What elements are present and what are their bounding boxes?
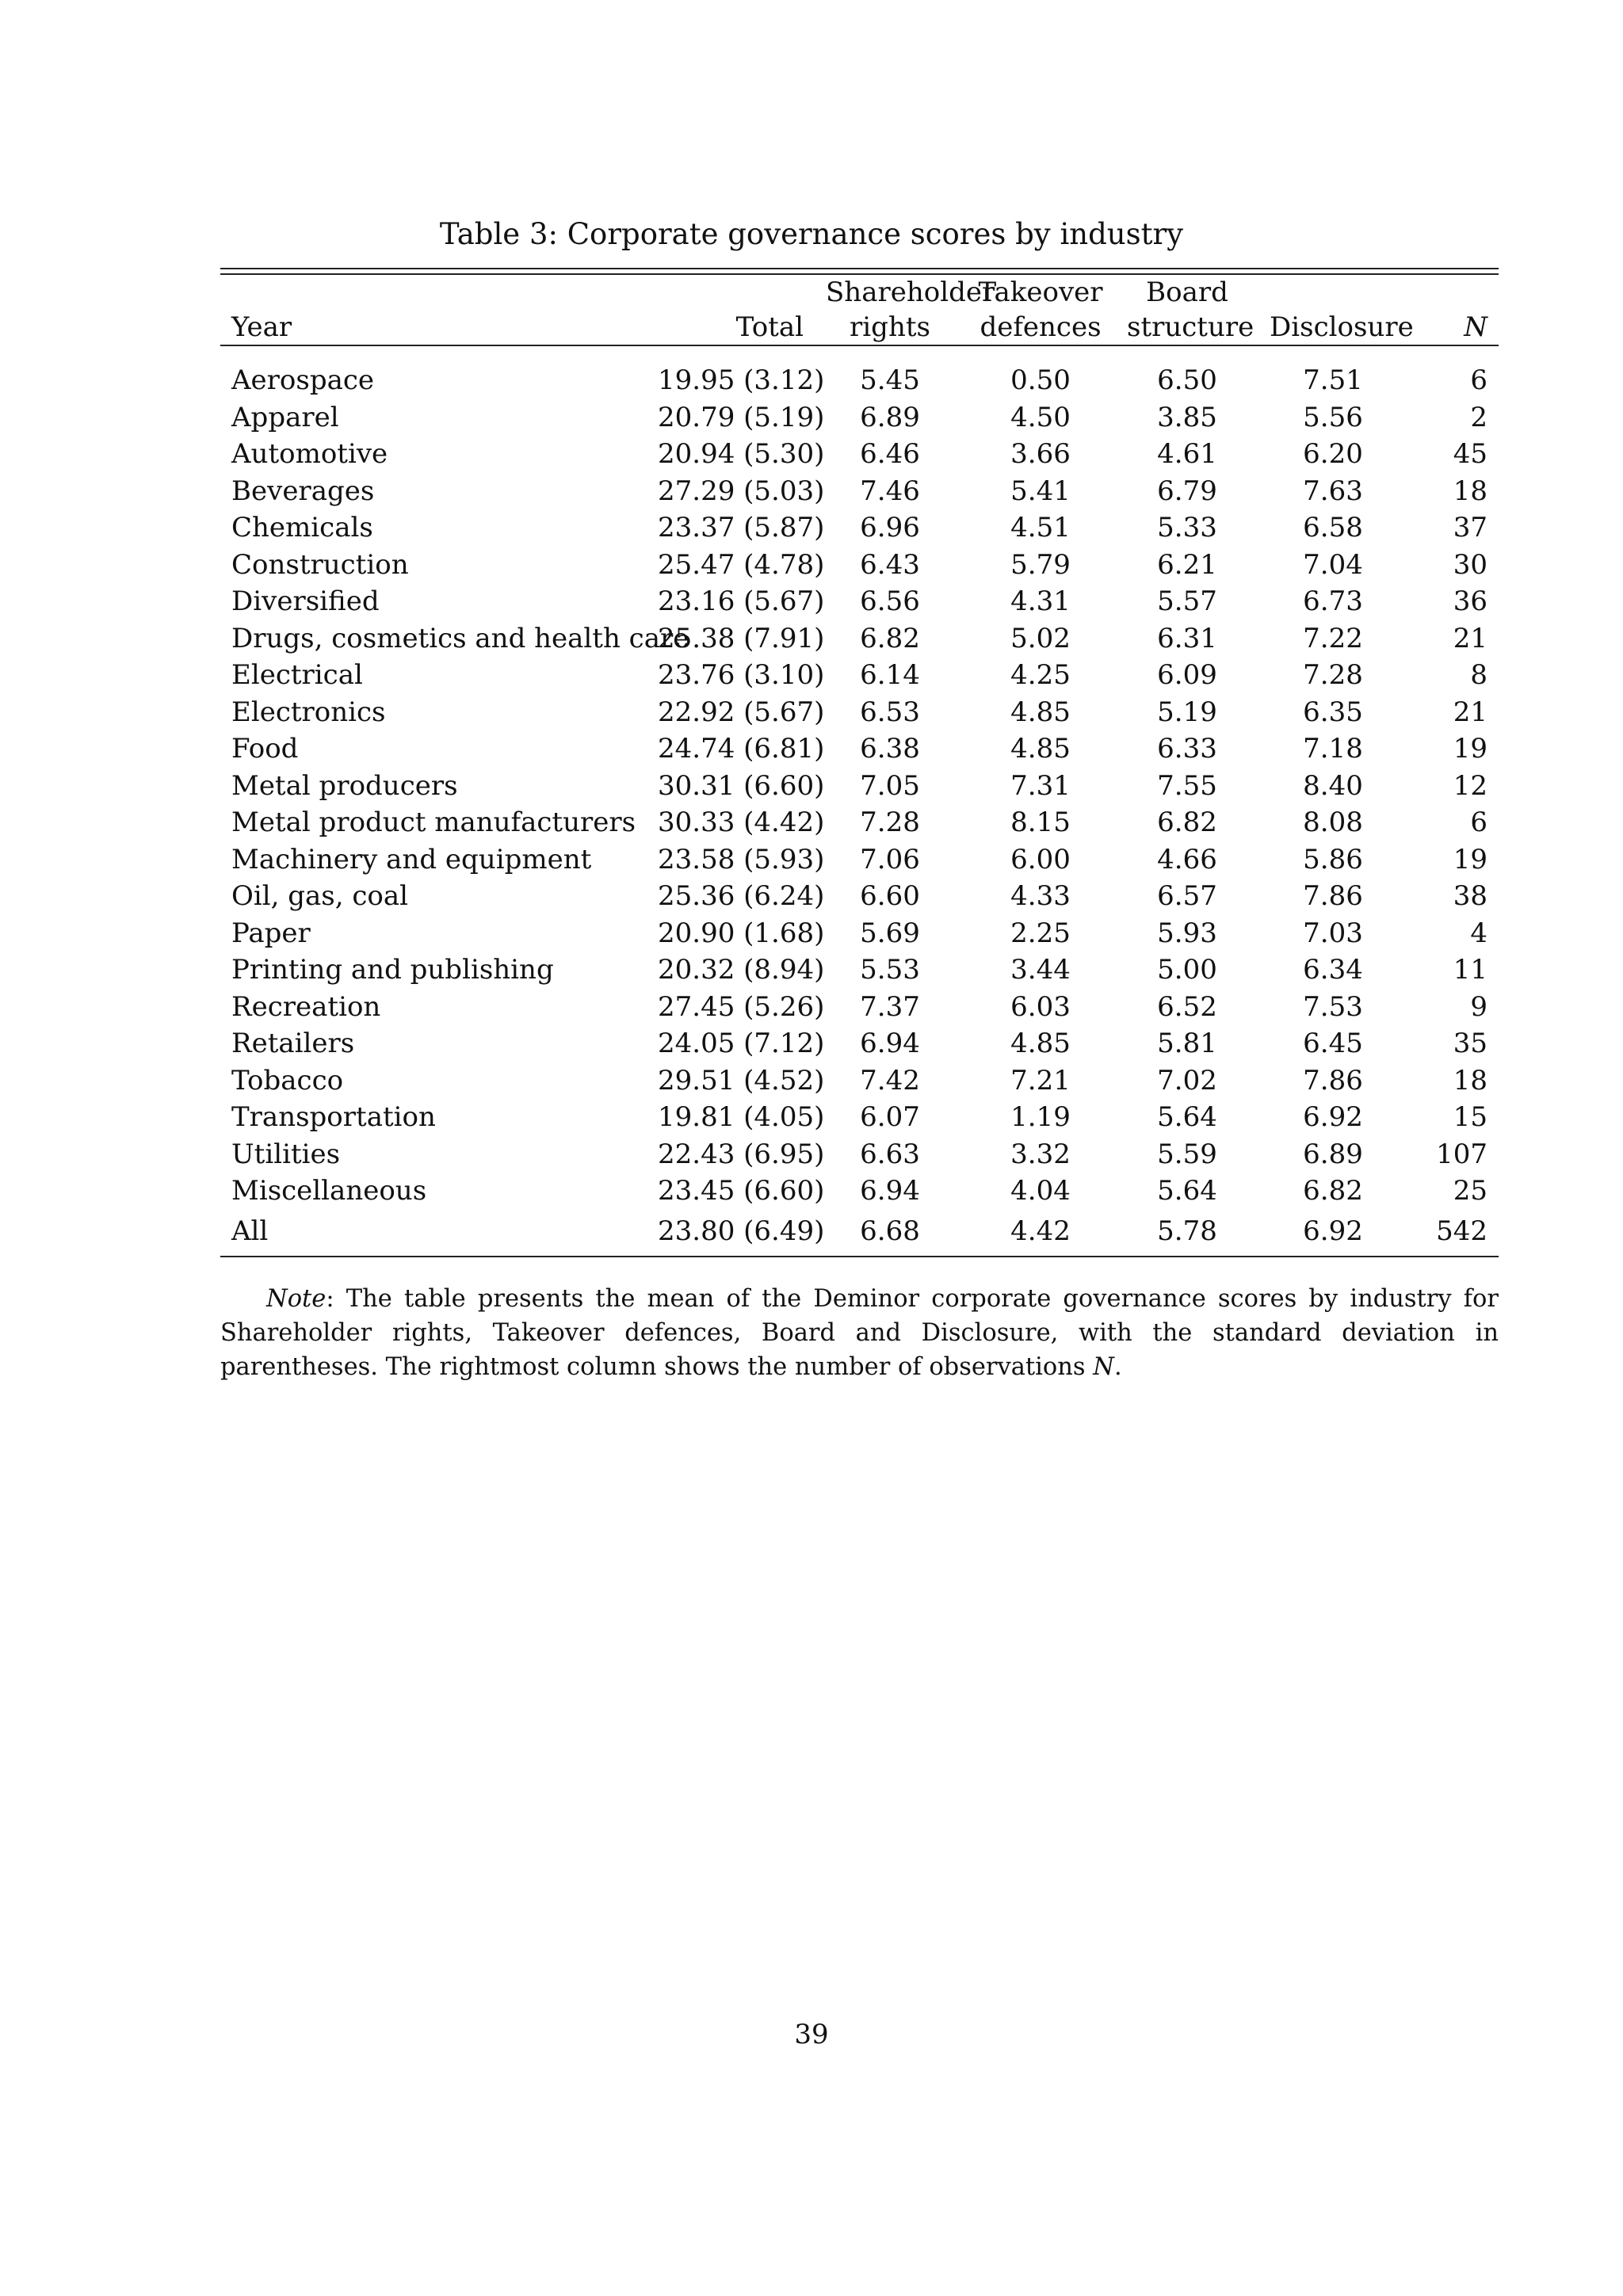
cell-disclosure: 7.63	[1303, 475, 1363, 507]
cell-disclosure: 6.20	[1303, 438, 1363, 470]
page-number: 39	[794, 2019, 829, 2050]
cell-shareholder-rights: 6.63	[860, 1138, 920, 1170]
cell-total: 24.05 (7.12)	[658, 1028, 825, 1059]
cell-board-structure: 3.85	[1157, 401, 1217, 433]
cell-disclosure: 5.86	[1303, 843, 1363, 875]
cell-board-structure: 6.57	[1157, 880, 1217, 912]
cell-n: 107	[1436, 1138, 1487, 1170]
cell-board-structure: 5.78	[1157, 1215, 1217, 1247]
cell-shareholder-rights: 6.68	[860, 1215, 920, 1247]
cell-board-structure: 4.61	[1157, 438, 1217, 470]
cell-board-structure: 5.59	[1157, 1138, 1217, 1170]
cell-board-structure: 6.33	[1157, 733, 1217, 765]
cell-total: 23.58 (5.93)	[658, 843, 825, 875]
note-n-symbol: N	[1093, 1353, 1114, 1381]
cell-disclosure: 6.34	[1303, 954, 1363, 986]
cell-disclosure: 6.45	[1303, 1028, 1363, 1059]
bottom-rule	[220, 1256, 1499, 1257]
cell-board-structure: 5.00	[1157, 954, 1217, 986]
cell-industry: Tobacco	[231, 1064, 344, 1097]
cell-total: 24.74 (6.81)	[658, 733, 825, 765]
cell-n: 35	[1453, 1028, 1487, 1059]
cell-shareholder-rights: 7.46	[860, 475, 920, 507]
cell-takeover-defences: 4.25	[1010, 659, 1071, 691]
cell-takeover-defences: 8.15	[1010, 807, 1071, 838]
cell-shareholder-rights: 6.96	[860, 512, 920, 543]
cell-takeover-defences: 1.19	[1010, 1101, 1071, 1133]
cell-n: 11	[1453, 954, 1487, 986]
cell-disclosure: 7.03	[1303, 917, 1363, 949]
header-board-line2: structure	[1127, 311, 1254, 343]
cell-takeover-defences: 4.51	[1010, 512, 1071, 543]
table-row	[220, 1025, 1499, 1062]
cell-total: 25.47 (4.78)	[658, 548, 825, 581]
table-body	[220, 346, 1499, 1256]
cell-shareholder-rights: 6.60	[860, 880, 920, 912]
cell-industry: Metal producers	[231, 769, 458, 802]
cell-total: 27.29 (5.03)	[658, 475, 825, 507]
governance-table-body	[220, 346, 1499, 1256]
cell-shareholder-rights: 6.07	[860, 1101, 920, 1133]
cell-industry: All	[231, 1215, 269, 1247]
cell-total: 23.76 (3.10)	[658, 659, 825, 691]
table-row	[220, 694, 1499, 731]
header-total: Total	[735, 311, 804, 343]
cell-takeover-defences: 5.02	[1010, 622, 1071, 654]
cell-disclosure: 5.56	[1303, 401, 1363, 433]
cell-n: 8	[1470, 659, 1487, 691]
cell-industry: Metal product manufacturers	[231, 807, 636, 838]
table-row	[220, 547, 1499, 584]
table-note	[220, 1282, 1499, 1384]
cell-takeover-defences: 4.50	[1010, 401, 1071, 433]
cell-total: 25.36 (6.24)	[658, 880, 825, 912]
cell-disclosure: 8.40	[1303, 769, 1363, 802]
cell-disclosure: 6.82	[1303, 1175, 1363, 1207]
cell-n: 37	[1453, 512, 1487, 543]
cell-takeover-defences: 7.31	[1010, 769, 1071, 802]
cell-takeover-defences: 4.33	[1010, 880, 1071, 912]
cell-takeover-defences: 4.31	[1010, 585, 1071, 617]
cell-industry: Diversified	[231, 585, 380, 617]
header-board-line1: Board	[1146, 277, 1228, 308]
cell-industry: Construction	[231, 548, 409, 581]
cell-industry: Food	[231, 733, 299, 765]
cell-disclosure: 7.18	[1303, 733, 1363, 765]
cell-n: 4	[1470, 917, 1487, 949]
cell-board-structure: 6.52	[1157, 990, 1217, 1023]
cell-n: 19	[1453, 733, 1487, 765]
note-text: : The table presents the mean of the Deminor corporate governance scores by industry for Shareholder rights, Takeover defences, Board and Disclosure, with the standard deviation in parentheses. The rightmost column shows the number of observations	[220, 1285, 1499, 1381]
cell-takeover-defences: 5.79	[1010, 548, 1071, 581]
table-row	[220, 620, 1499, 658]
top-double-rule	[220, 268, 1499, 275]
cell-shareholder-rights: 7.05	[860, 769, 920, 802]
cell-industry: Beverages	[231, 475, 375, 507]
cell-board-structure: 5.64	[1157, 1175, 1217, 1207]
cell-board-structure: 6.21	[1157, 548, 1217, 581]
cell-takeover-defences: 4.85	[1010, 1028, 1071, 1059]
cell-n: 25	[1453, 1175, 1487, 1207]
cell-total: 20.94 (5.30)	[658, 438, 825, 470]
header-takeover-line2: defences	[980, 311, 1102, 343]
cell-shareholder-rights: 6.43	[860, 548, 920, 581]
table-row	[220, 989, 1499, 1026]
cell-industry: Utilities	[231, 1138, 341, 1170]
cell-takeover-defences: 3.32	[1010, 1138, 1071, 1170]
cell-industry: Paper	[231, 917, 311, 949]
governance-table	[220, 275, 1499, 345]
cell-disclosure: 7.51	[1303, 364, 1363, 396]
table-row	[220, 657, 1499, 694]
cell-industry: Aerospace	[231, 364, 375, 396]
cell-industry: Printing and publishing	[231, 954, 554, 986]
header-takeover-line1: Takeover	[978, 277, 1103, 308]
cell-disclosure: 7.04	[1303, 548, 1363, 581]
cell-disclosure: 6.58	[1303, 512, 1363, 543]
cell-total: 19.95 (3.12)	[658, 364, 825, 396]
cell-disclosure: 6.92	[1303, 1101, 1363, 1133]
note-end: .	[1113, 1353, 1122, 1381]
cell-n: 18	[1453, 475, 1487, 507]
cell-industry: Electrical	[231, 659, 363, 691]
cell-takeover-defences: 7.21	[1010, 1064, 1071, 1097]
table-row	[220, 473, 1499, 510]
cell-disclosure: 7.53	[1303, 990, 1363, 1023]
cell-board-structure: 6.82	[1157, 807, 1217, 838]
cell-disclosure: 7.86	[1303, 1064, 1363, 1097]
table-caption: Table 3: Corporate governance scores by industry	[439, 217, 1184, 251]
cell-board-structure: 7.02	[1157, 1064, 1217, 1097]
table-row	[220, 1062, 1499, 1100]
cell-disclosure: 6.92	[1303, 1215, 1363, 1247]
table-row	[220, 1173, 1499, 1210]
cell-industry: Electronics	[231, 696, 386, 728]
cell-disclosure: 6.89	[1303, 1138, 1363, 1170]
header-disclosure: Disclosure	[1270, 311, 1414, 343]
cell-total: 23.37 (5.87)	[658, 512, 825, 543]
cell-shareholder-rights: 5.45	[860, 364, 920, 396]
cell-shareholder-rights: 6.94	[860, 1028, 920, 1059]
table-row-all	[220, 1213, 1499, 1250]
cell-board-structure: 5.93	[1157, 917, 1217, 949]
governance-table-container	[220, 268, 1499, 1257]
cell-disclosure: 7.22	[1303, 622, 1363, 654]
cell-board-structure: 6.79	[1157, 475, 1217, 507]
cell-shareholder-rights: 5.69	[860, 917, 920, 949]
cell-shareholder-rights: 6.82	[860, 622, 920, 654]
cell-total: 30.33 (4.42)	[658, 807, 825, 838]
cell-shareholder-rights: 7.28	[860, 807, 920, 838]
table-row	[220, 841, 1499, 879]
cell-total: 22.43 (6.95)	[658, 1138, 825, 1170]
cell-takeover-defences: 6.00	[1010, 843, 1071, 875]
cell-industry: Transportation	[231, 1101, 436, 1133]
cell-takeover-defences: 2.25	[1010, 917, 1071, 949]
cell-board-structure: 4.66	[1157, 843, 1217, 875]
header-n: N	[1464, 311, 1487, 343]
cell-board-structure: 6.50	[1157, 364, 1217, 396]
cell-total: 20.32 (8.94)	[658, 954, 825, 986]
cell-disclosure: 8.08	[1303, 807, 1363, 838]
cell-board-structure: 5.64	[1157, 1101, 1217, 1133]
cell-shareholder-rights: 7.42	[860, 1064, 920, 1097]
table-row	[220, 952, 1499, 989]
cell-industry: Retailers	[231, 1028, 355, 1059]
cell-industry: Miscellaneous	[231, 1175, 427, 1207]
cell-shareholder-rights: 6.53	[860, 696, 920, 728]
cell-disclosure: 7.28	[1303, 659, 1363, 691]
table-row	[220, 1136, 1499, 1173]
cell-total: 23.16 (5.67)	[658, 585, 825, 617]
cell-takeover-defences: 4.42	[1010, 1215, 1071, 1247]
header-shareholder-line1: Shareholder	[826, 277, 995, 308]
cell-n: 30	[1453, 548, 1487, 581]
cell-total: 19.81 (4.05)	[658, 1101, 825, 1133]
cell-n: 15	[1453, 1101, 1487, 1133]
cell-total: 22.92 (5.67)	[658, 696, 825, 728]
cell-total: 30.31 (6.60)	[658, 769, 825, 802]
cell-n: 36	[1453, 585, 1487, 617]
cell-industry: Automotive	[231, 438, 388, 470]
cell-n: 45	[1453, 438, 1487, 470]
cell-takeover-defences: 4.85	[1010, 733, 1071, 765]
cell-n: 6	[1470, 364, 1487, 396]
cell-takeover-defences: 5.41	[1010, 475, 1071, 507]
table-row	[220, 509, 1499, 547]
table-row	[220, 915, 1499, 952]
table-row	[220, 399, 1499, 437]
cell-shareholder-rights: 6.56	[860, 585, 920, 617]
table-header	[220, 275, 1499, 345]
header-year: Year	[231, 311, 292, 343]
note-lead: Note	[266, 1285, 327, 1313]
cell-board-structure: 6.31	[1157, 622, 1217, 654]
cell-industry: Recreation	[231, 990, 381, 1023]
cell-shareholder-rights: 7.06	[860, 843, 920, 875]
table-row	[220, 730, 1499, 768]
table-row	[220, 583, 1499, 620]
cell-shareholder-rights: 6.46	[860, 438, 920, 470]
cell-n: 6	[1470, 807, 1487, 838]
cell-n: 12	[1453, 769, 1487, 802]
cell-shareholder-rights: 6.14	[860, 659, 920, 691]
cell-shareholder-rights: 5.53	[860, 954, 920, 986]
cell-industry: Oil, gas, coal	[231, 880, 408, 912]
cell-disclosure: 7.86	[1303, 880, 1363, 912]
cell-shareholder-rights: 6.94	[860, 1175, 920, 1207]
cell-total: 20.90 (1.68)	[658, 917, 825, 949]
cell-n: 9	[1470, 990, 1487, 1023]
cell-takeover-defences: 4.85	[1010, 696, 1071, 728]
cell-industry: Drugs, cosmetics and health care	[231, 622, 689, 654]
cell-disclosure: 6.73	[1303, 585, 1363, 617]
table-row	[220, 768, 1499, 805]
cell-industry: Chemicals	[231, 512, 373, 543]
cell-takeover-defences: 4.04	[1010, 1175, 1071, 1207]
cell-takeover-defences: 3.66	[1010, 438, 1071, 470]
cell-shareholder-rights: 6.38	[860, 733, 920, 765]
cell-total: 25.38 (7.91)	[658, 622, 825, 654]
cell-n: 2	[1470, 401, 1487, 433]
cell-board-structure: 6.09	[1157, 659, 1217, 691]
cell-board-structure: 5.57	[1157, 585, 1217, 617]
cell-board-structure: 5.81	[1157, 1028, 1217, 1059]
cell-board-structure: 5.33	[1157, 512, 1217, 543]
cell-total: 23.80 (6.49)	[658, 1215, 825, 1247]
cell-industry: Apparel	[231, 401, 339, 433]
table-row	[220, 436, 1499, 473]
cell-takeover-defences: 0.50	[1010, 364, 1071, 396]
cell-shareholder-rights: 7.37	[860, 990, 920, 1023]
table-row	[220, 804, 1499, 841]
cell-board-structure: 5.19	[1157, 696, 1217, 728]
cell-n: 21	[1453, 622, 1487, 654]
cell-n: 19	[1453, 843, 1487, 875]
table-row	[220, 878, 1499, 915]
table-row	[220, 362, 1499, 399]
cell-board-structure: 7.55	[1157, 769, 1217, 802]
cell-takeover-defences: 3.44	[1010, 954, 1071, 986]
cell-n: 21	[1453, 696, 1487, 728]
header-shareholder-line2: rights	[850, 311, 930, 343]
cell-n: 18	[1453, 1064, 1487, 1097]
cell-total: 23.45 (6.60)	[658, 1175, 825, 1207]
table-row	[220, 1099, 1499, 1136]
cell-total: 27.45 (5.26)	[658, 990, 825, 1023]
cell-n: 38	[1453, 880, 1487, 912]
cell-total: 29.51 (4.52)	[658, 1064, 825, 1097]
cell-disclosure: 6.35	[1303, 696, 1363, 728]
cell-shareholder-rights: 6.89	[860, 401, 920, 433]
cell-takeover-defences: 6.03	[1010, 990, 1071, 1023]
cell-industry: Machinery and equipment	[231, 843, 592, 875]
cell-n: 542	[1436, 1215, 1487, 1247]
cell-total: 20.79 (5.19)	[658, 401, 825, 433]
